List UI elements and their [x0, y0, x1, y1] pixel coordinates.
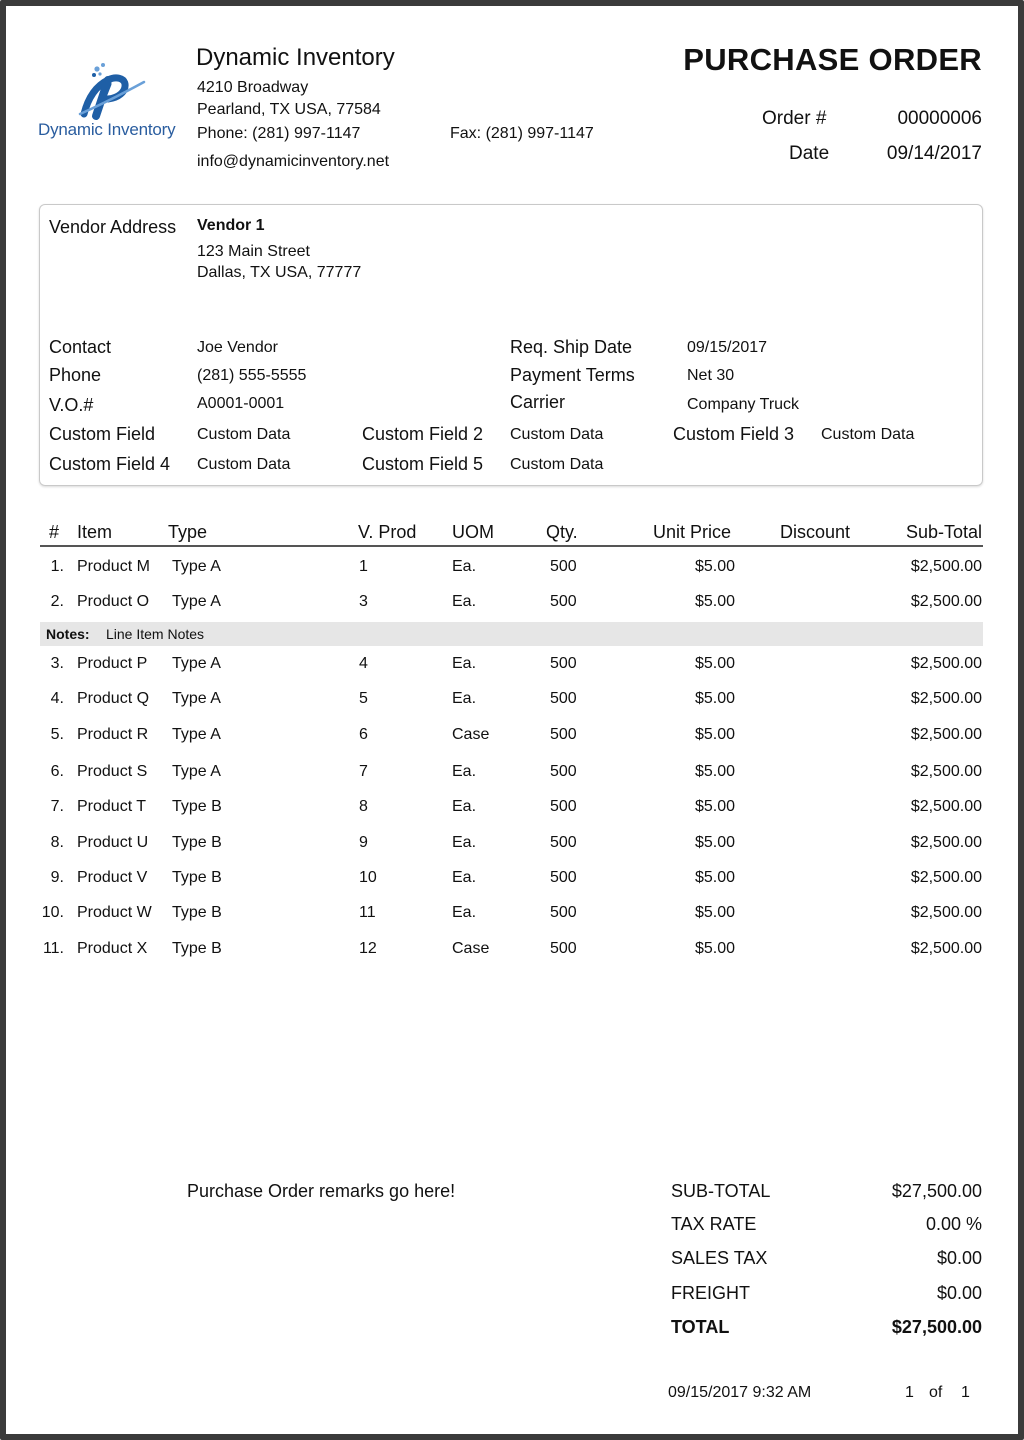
row-qty: 500	[550, 763, 577, 780]
subtotal-value: $27,500.00	[891, 1181, 982, 1201]
row-uom: Ea.	[452, 834, 477, 851]
row-vprod: 6	[359, 726, 368, 743]
payment-terms-label: Payment Terms	[510, 365, 635, 385]
row-type: Type A	[172, 726, 221, 743]
row-uom: Ea.	[452, 763, 477, 780]
col-header-subtotal: Sub-Total	[905, 522, 982, 542]
row-subtotal: $2,500.00	[910, 593, 982, 610]
tax-rate-label: TAX RATE	[671, 1214, 757, 1234]
row-number: 4.	[50, 690, 64, 707]
row-qty: 500	[550, 558, 577, 575]
company-email: info@dynamicinventory.net	[197, 153, 390, 170]
req-ship-date-value: 09/15/2017	[687, 339, 768, 356]
row-item: Product X	[77, 940, 148, 957]
row-unit-price: $5.00	[694, 834, 735, 851]
row-number: 8.	[50, 834, 64, 851]
company-phone: Phone: (281) 997-1147	[197, 125, 361, 142]
row-number: 7.	[50, 798, 64, 815]
row-uom: Ea.	[452, 904, 477, 921]
row-number: 3.	[50, 655, 64, 672]
freight-label: FREIGHT	[671, 1283, 750, 1303]
row-item: Product V	[77, 869, 148, 886]
order-date-value: 09/14/2017	[886, 143, 982, 164]
tax-rate-value: 0.00 %	[925, 1214, 982, 1234]
row-vprod: 11	[359, 904, 376, 921]
row-uom: Ea.	[452, 690, 477, 707]
row-type: Type A	[172, 558, 221, 575]
row-subtotal: $2,500.00	[910, 904, 982, 921]
row-type: Type A	[172, 763, 221, 780]
subtotal-label: SUB-TOTAL	[671, 1181, 771, 1201]
row-item: Product P	[77, 655, 148, 672]
custom-field-4-label: Custom Field 4	[49, 454, 171, 474]
custom-field-2-value: Custom Data	[510, 426, 604, 443]
row-subtotal: $2,500.00	[910, 869, 982, 886]
row-subtotal: $2,500.00	[910, 798, 982, 815]
table-header-divider	[40, 545, 983, 547]
row-uom: Ea.	[452, 593, 477, 610]
row-vprod: 7	[359, 763, 368, 780]
notes-label: Notes:	[46, 626, 90, 642]
row-uom: Ea.	[452, 798, 477, 815]
col-header-type: Type	[168, 522, 208, 542]
print-timestamp: 09/15/2017 9:32 AM	[668, 1384, 812, 1401]
row-item: Product M	[77, 558, 150, 575]
row-item: Product O	[77, 593, 150, 610]
company-name: Dynamic Inventory	[196, 44, 395, 71]
company-address-line2: Pearland, TX USA, 77584	[197, 101, 381, 118]
contact-label: Contact	[49, 337, 112, 357]
total-value: $27,500.00	[891, 1317, 982, 1337]
custom-field-3-value: Custom Data	[821, 426, 915, 443]
row-type: Type B	[172, 834, 222, 851]
row-type: Type B	[172, 940, 222, 957]
row-subtotal: $2,500.00	[910, 726, 982, 743]
row-unit-price: $5.00	[694, 726, 735, 743]
custom-field-5-label: Custom Field 5	[362, 454, 484, 474]
vendor-name: Vendor 1	[197, 217, 265, 234]
col-header-item: Item	[77, 522, 113, 542]
company-fax: Fax: (281) 997-1147	[450, 125, 594, 142]
custom-field-1-label: Custom Field	[49, 424, 156, 444]
row-vprod: 4	[359, 655, 368, 672]
row-type: Type B	[172, 904, 222, 921]
carrier-value: Company Truck	[687, 396, 800, 413]
row-type: Type A	[172, 655, 221, 672]
payment-terms-value: Net 30	[687, 367, 735, 384]
phone-label: Phone	[49, 365, 102, 385]
row-item: Product W	[77, 904, 152, 921]
row-qty: 500	[550, 798, 577, 815]
vendor-address-label: Vendor Address	[49, 217, 177, 237]
row-number: 11.	[42, 940, 64, 957]
company-address-line1: 4210 Broadway	[197, 79, 309, 96]
row-unit-price: $5.00	[694, 558, 735, 575]
row-vprod: 8	[359, 798, 368, 815]
freight-value: $0.00	[936, 1283, 982, 1303]
col-header-discount: Discount	[780, 522, 851, 542]
row-subtotal: $2,500.00	[910, 834, 982, 851]
document-title: PURCHASE ORDER	[683, 42, 982, 77]
phone-value: (281) 555-5555	[197, 367, 307, 384]
row-qty: 500	[550, 869, 577, 886]
row-number: 9.	[50, 869, 64, 886]
row-subtotal: $2,500.00	[910, 558, 982, 575]
carrier-label: Carrier	[510, 392, 566, 412]
row-unit-price: $5.00	[694, 655, 735, 672]
logo-wordmark: Dynamic Inventory	[38, 120, 176, 139]
page-number: 1	[905, 1384, 914, 1401]
row-item: Product R	[77, 726, 149, 743]
line-item-notes-bar	[40, 622, 983, 646]
row-qty: 500	[550, 834, 577, 851]
row-type: Type B	[172, 798, 222, 815]
row-item: Product S	[77, 763, 148, 780]
row-number: 6.	[50, 763, 64, 780]
custom-field-2-label: Custom Field 2	[362, 424, 484, 444]
notes-text: Line Item Notes	[106, 626, 205, 642]
row-unit-price: $5.00	[694, 593, 735, 610]
row-item: Product T	[77, 798, 147, 815]
row-subtotal: $2,500.00	[910, 655, 982, 672]
custom-field-4-value: Custom Data	[197, 456, 291, 473]
row-vprod: 10	[359, 869, 377, 886]
custom-field-3-label: Custom Field 3	[673, 424, 795, 444]
row-type: Type A	[172, 593, 221, 610]
row-subtotal: $2,500.00	[910, 940, 982, 957]
col-header-uom: UOM	[452, 522, 494, 542]
row-qty: 500	[550, 690, 577, 707]
row-subtotal: $2,500.00	[910, 763, 982, 780]
row-uom: Case	[452, 726, 490, 743]
row-number: 5.	[50, 726, 64, 743]
remarks-text: Purchase Order remarks go here!	[187, 1181, 456, 1201]
row-unit-price: $5.00	[694, 940, 735, 957]
row-qty: 500	[550, 593, 577, 610]
contact-value: Joe Vendor	[197, 339, 278, 356]
custom-field-5-value: Custom Data	[510, 456, 604, 473]
row-number: 2.	[50, 593, 64, 610]
row-unit-price: $5.00	[694, 869, 735, 886]
vendor-street: 123 Main Street	[197, 243, 310, 260]
custom-field-1-value: Custom Data	[197, 426, 291, 443]
page-of-label: of	[929, 1384, 943, 1401]
row-type: Type A	[172, 690, 221, 707]
row-qty: 500	[550, 655, 577, 672]
row-number: 10.	[41, 904, 64, 921]
col-header-unit-price: Unit Price	[653, 522, 732, 542]
row-uom: Ea.	[452, 655, 477, 672]
row-type: Type B	[172, 869, 222, 886]
row-vprod: 5	[359, 690, 368, 707]
row-vprod: 9	[359, 834, 368, 851]
vo-label: V.O.#	[49, 395, 94, 415]
row-subtotal: $2,500.00	[910, 690, 982, 707]
sales-tax-value: $0.00	[936, 1248, 982, 1268]
col-header-qty: Qty.	[546, 522, 578, 542]
row-uom: Ea.	[452, 558, 477, 575]
req-ship-date-label: Req. Ship Date	[510, 337, 633, 357]
row-qty: 500	[550, 940, 577, 957]
row-item: Product Q	[77, 690, 150, 707]
row-uom: Ea.	[452, 869, 477, 886]
order-number-value: 00000006	[897, 108, 982, 129]
vendor-city: Dallas, TX USA, 77777	[197, 264, 362, 281]
row-vprod: 12	[359, 940, 377, 957]
row-unit-price: $5.00	[694, 798, 735, 815]
row-vprod: 1	[359, 558, 368, 575]
row-unit-price: $5.00	[694, 763, 735, 780]
order-number-label: Order #	[762, 108, 827, 129]
col-header-vprod: V. Prod	[358, 522, 417, 542]
page-count: 1	[961, 1384, 970, 1401]
row-qty: 500	[550, 904, 577, 921]
row-qty: 500	[550, 726, 577, 743]
order-date-label: Date	[789, 143, 830, 164]
row-number: 1.	[50, 558, 64, 575]
row-unit-price: $5.00	[694, 904, 735, 921]
row-vprod: 3	[359, 593, 368, 610]
row-item: Product U	[77, 834, 149, 851]
row-uom: Case	[452, 940, 490, 957]
sales-tax-label: SALES TAX	[671, 1248, 768, 1268]
row-unit-price: $5.00	[694, 690, 735, 707]
vo-value: A0001-0001	[197, 395, 285, 412]
total-label: TOTAL	[671, 1317, 730, 1337]
col-header-number: #	[49, 522, 60, 542]
